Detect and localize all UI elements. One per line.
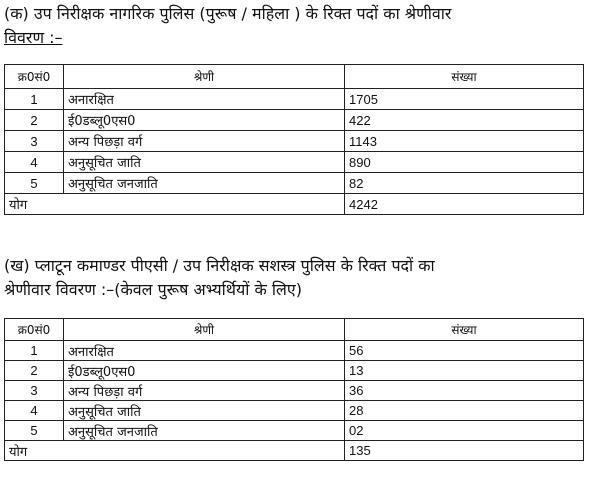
row-serial: 5 (5, 173, 64, 194)
row-serial: 3 (5, 131, 64, 152)
row-serial: 1 (5, 89, 64, 110)
section-b-heading-line2: श्रेणीवार विवरण :–(केवल पुरूष अभ्यर्थियों के लिए) (4, 280, 302, 299)
row-count: 36 (345, 381, 584, 401)
table-header-row (5, 319, 584, 341)
total-value: 4242 (345, 194, 584, 215)
row-category: अनुसूचित जाति (64, 152, 345, 173)
row-category: अनारक्षित (64, 89, 345, 110)
section-a-heading-line1: (क) उप निरीक्षक नागरिक पुलिस (पुरूष / महिला ) के रिक्त पदों का श्रेणीवार (4, 4, 452, 23)
row-count: 82 (345, 173, 584, 194)
header-category: श्रेणी (64, 65, 345, 89)
row-serial: 3 (5, 381, 64, 401)
table-row (5, 341, 584, 361)
section-b-table (4, 318, 584, 461)
total-value: 135 (345, 441, 584, 461)
row-count: 890 (345, 152, 584, 173)
total-row (5, 441, 584, 461)
row-category: अनुसूचित जनजाति (64, 421, 345, 441)
table-row (5, 131, 584, 152)
row-serial: 2 (5, 361, 64, 381)
row-count: 1143 (345, 131, 584, 152)
row-serial: 4 (5, 152, 64, 173)
section-a-table (4, 64, 584, 215)
header-serial: क्र0सं0 (5, 319, 64, 341)
total-label: योग (5, 194, 345, 215)
total-row (5, 194, 584, 215)
section-a-heading (4, 2, 586, 50)
row-category: अन्य पिछड़ा वर्ग (64, 381, 345, 401)
table-header-row (5, 65, 584, 89)
row-category: अन्य पिछड़ा वर्ग (64, 131, 345, 152)
row-serial: 5 (5, 421, 64, 441)
header-count: संख्या (345, 319, 584, 341)
table-row (5, 89, 584, 110)
row-count: 1705 (345, 89, 584, 110)
table-row (5, 173, 584, 194)
total-label: योग (5, 441, 345, 461)
row-category: अनारक्षित (64, 341, 345, 361)
section-a-heading-line2: विवरण :– (4, 28, 63, 47)
table-row (5, 401, 584, 421)
row-count: 422 (345, 110, 584, 131)
table-row (5, 421, 584, 441)
header-serial: क्र0सं0 (5, 65, 64, 89)
row-serial: 4 (5, 401, 64, 421)
section-b-heading (4, 254, 586, 302)
row-category: अनुसूचित जाति (64, 401, 345, 421)
row-serial: 2 (5, 110, 64, 131)
row-count: 02 (345, 421, 584, 441)
table-row (5, 361, 584, 381)
header-count: संख्या (345, 65, 584, 89)
table-row (5, 110, 584, 131)
header-category: श्रेणी (64, 319, 345, 341)
row-category: ई0डब्लू0एस0 (64, 110, 345, 131)
table-row (5, 152, 584, 173)
table-row (5, 381, 584, 401)
row-category: ई0डब्लू0एस0 (64, 361, 345, 381)
row-count: 56 (345, 341, 584, 361)
row-category: अनुसूचित जनजाति (64, 173, 345, 194)
section-b-heading-line1: (ख) प्लाटून कमाण्डर पीएसी / उप निरीक्षक सशस्त्र पुलिस के रिक्त पदों का (4, 256, 435, 275)
row-count: 28 (345, 401, 584, 421)
row-serial: 1 (5, 341, 64, 361)
row-count: 13 (345, 361, 584, 381)
